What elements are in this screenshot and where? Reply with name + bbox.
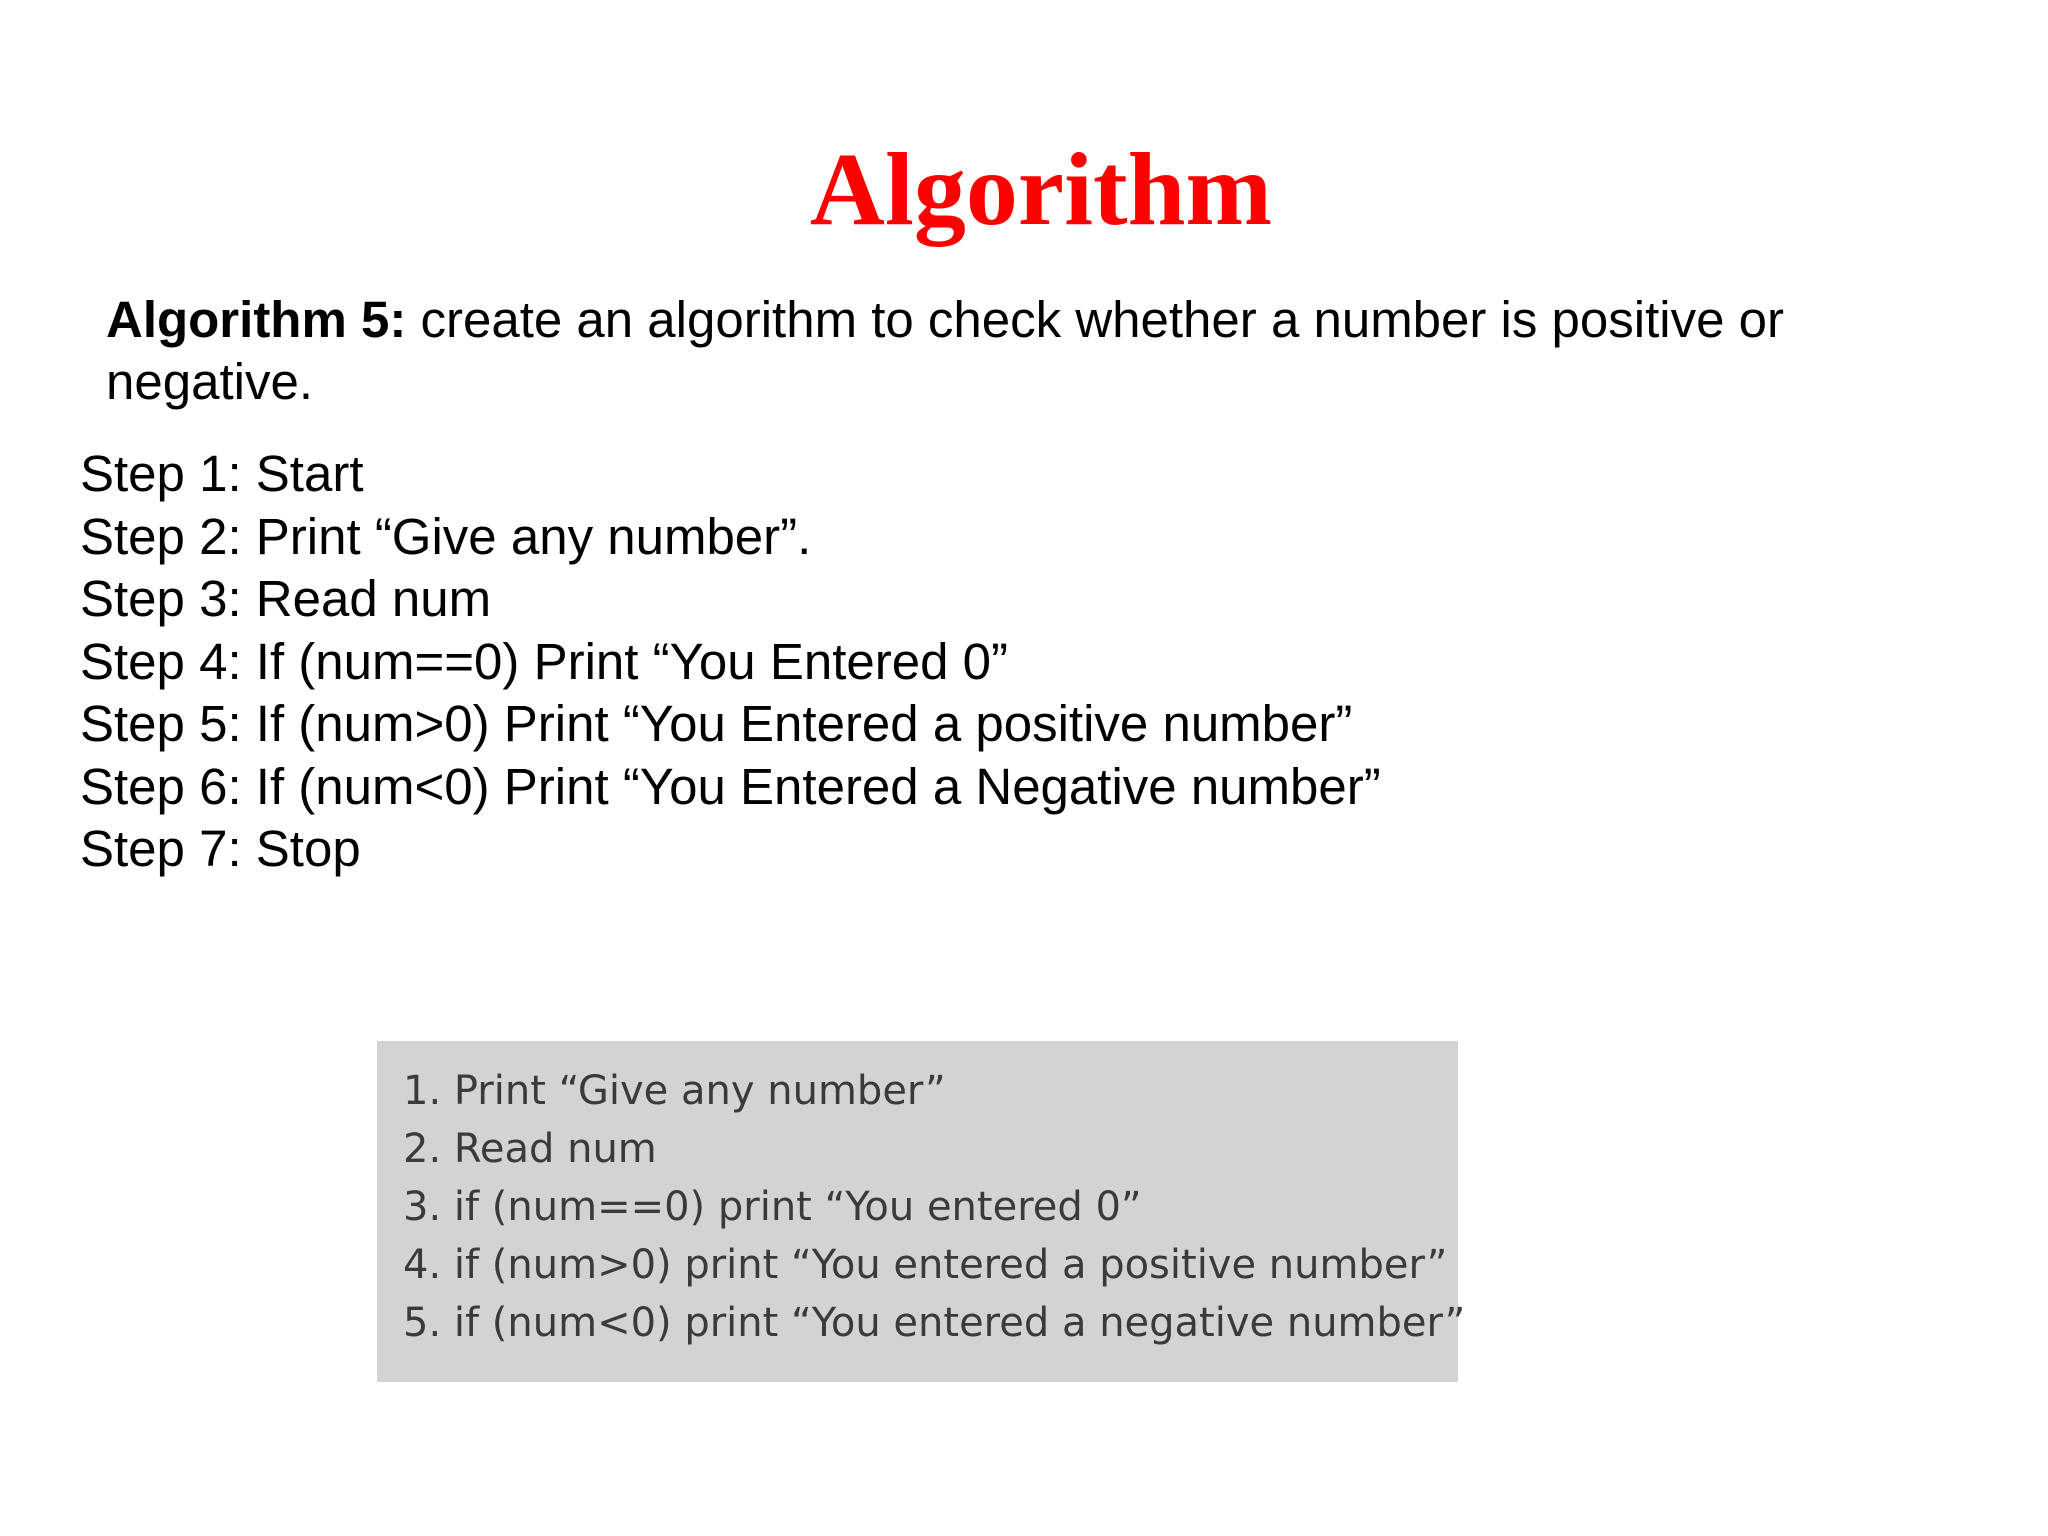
step-item: Step 5: If (num>0) Print “You Entered a positive number” bbox=[80, 695, 1353, 752]
pseudocode-list bbox=[403, 1062, 1465, 1352]
step-item: Step 4: If (num==0) Print “You Entered 0” bbox=[80, 632, 1008, 690]
step-item: Step 3: Read num bbox=[80, 570, 492, 627]
step-item: Step 7: Stop bbox=[80, 820, 361, 877]
problem-text: create an algorithm to check whether a number is positive or negative. bbox=[106, 291, 1785, 410]
pseudocode-box bbox=[377, 1041, 1466, 1382]
algorithm-steps bbox=[80, 443, 1980, 881]
pseudocode-line: 3. if (num==0) print “You entered 0” bbox=[403, 1184, 1142, 1230]
slide-title: Algorithm bbox=[809, 131, 1273, 247]
problem-statement bbox=[106, 289, 1866, 413]
step-item: Step 6: If (num<0) Print “You Entered a Negative number” bbox=[80, 757, 1381, 815]
pseudocode-line: 1. Print “Give any number” bbox=[403, 1068, 946, 1114]
pseudocode-line: 4. if (num>0) print “You entered a positive number” bbox=[403, 1242, 1448, 1288]
pseudocode-line: 5. if (num<0) print “You entered a negative number” bbox=[403, 1300, 1466, 1346]
pseudocode-line: 2. Read num bbox=[403, 1126, 657, 1172]
step-item: Step 1: Start bbox=[80, 445, 364, 502]
problem-label: Algorithm 5: bbox=[106, 291, 407, 348]
step-item: Step 2: Print “Give any number”. bbox=[80, 507, 812, 565]
